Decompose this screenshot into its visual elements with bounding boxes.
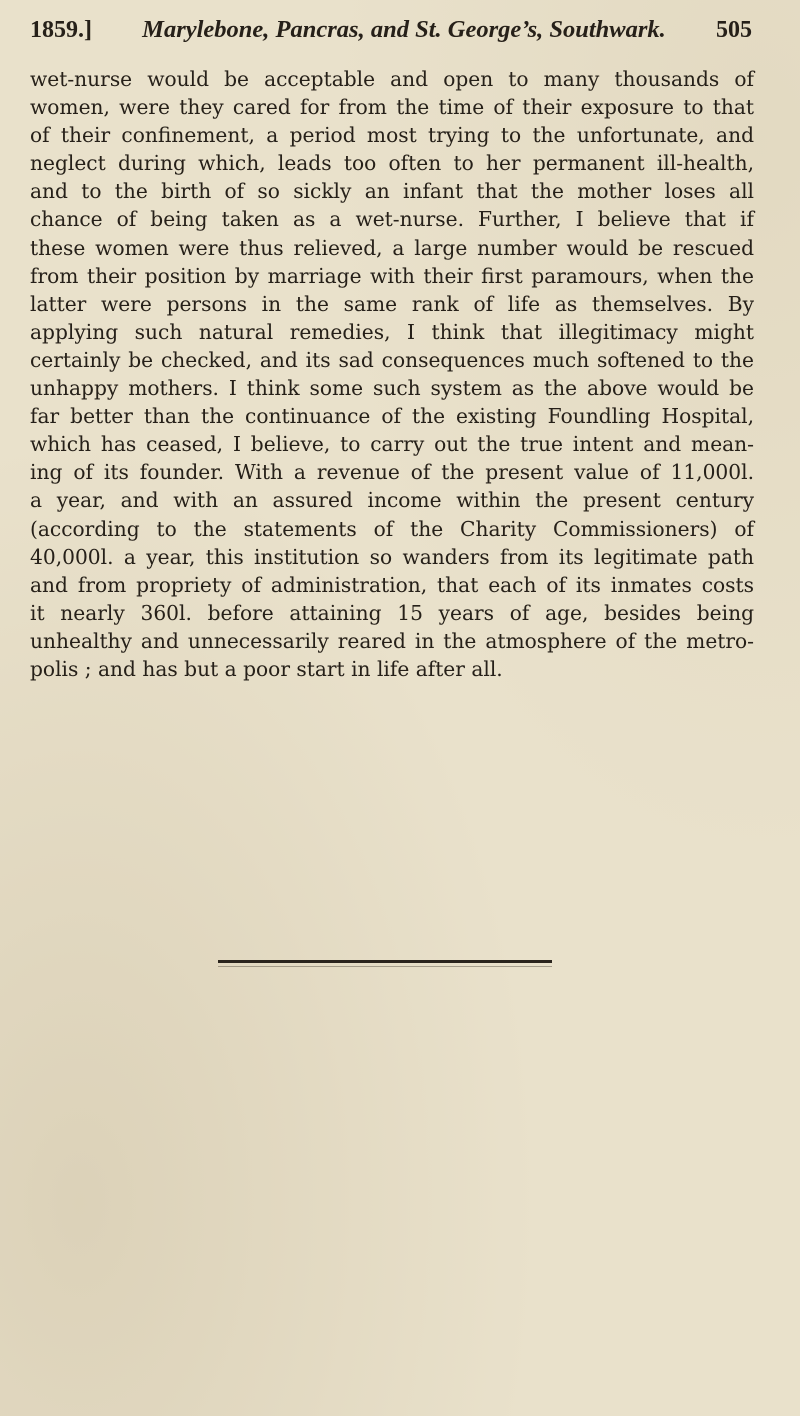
text-line: and from propriety of administration, that each of its inmates costs bbox=[30, 572, 754, 597]
text-line: women, were they cared for from the time of their exposure to that bbox=[30, 95, 754, 120]
header-title: Marylebone, Pancras, and St. George’s, Southwark. bbox=[142, 16, 666, 43]
text-line: a year, and with an assured income within the present century bbox=[30, 488, 754, 513]
text-line: of their confinement, a period most trying to the unfortunate, and bbox=[30, 123, 754, 148]
text-line: latter were persons in the same rank of life as themselves. By bbox=[30, 291, 754, 316]
body-paragraph bbox=[30, 65, 754, 683]
text-line: which has ceased, I believe, to carry out the true intent and mean- bbox=[30, 432, 754, 457]
text-line: from their position by marriage with their first paramours, when the bbox=[30, 263, 754, 288]
text-line: unhappy mothers. I think some such system as the above would be bbox=[30, 376, 754, 401]
text-line: far better than the continuance of the existing Foundling Hospital, bbox=[30, 404, 754, 429]
text-line: chance of being taken as a wet-nurse. Further, I believe that if bbox=[30, 207, 754, 232]
page-number: 505 bbox=[715, 17, 752, 43]
text-line: wet-nurse would be acceptable and open to many thousands of bbox=[30, 67, 754, 91]
section-divider-rule bbox=[218, 960, 552, 963]
text-line: certainly be checked, and its sad consequences much softened to the bbox=[30, 347, 754, 372]
text-line: unhealthy and unnecessarily reared in the atmosphere of the metro- bbox=[30, 628, 754, 653]
text-line: and to the birth of so sickly an infant that the mother loses all bbox=[30, 179, 754, 204]
text-line: 40,000l. a year, this institution so wanders from its legitimate path bbox=[30, 544, 754, 569]
section-divider-rule-faint bbox=[218, 966, 552, 967]
text-line: neglect during which, leads too often to her permanent ill-health, bbox=[30, 151, 754, 176]
text-line: (according to the statements of the Charity Commissioners) of bbox=[30, 516, 754, 541]
text-line: polis ; and has but a poor start in life after all. bbox=[30, 656, 503, 681]
text-line: ing of its founder. With a revenue of the present value of 11,000l. bbox=[30, 460, 754, 485]
text-line: applying such natural remedies, I think that illegitimacy might bbox=[30, 319, 754, 344]
text-line: these women were thus relieved, a large number would be rescued bbox=[30, 235, 754, 260]
header-year: 1859.] bbox=[30, 17, 92, 43]
running-head bbox=[30, 16, 752, 54]
text-line: it nearly 360l. before attaining 15 years of age, besides being bbox=[30, 600, 754, 625]
